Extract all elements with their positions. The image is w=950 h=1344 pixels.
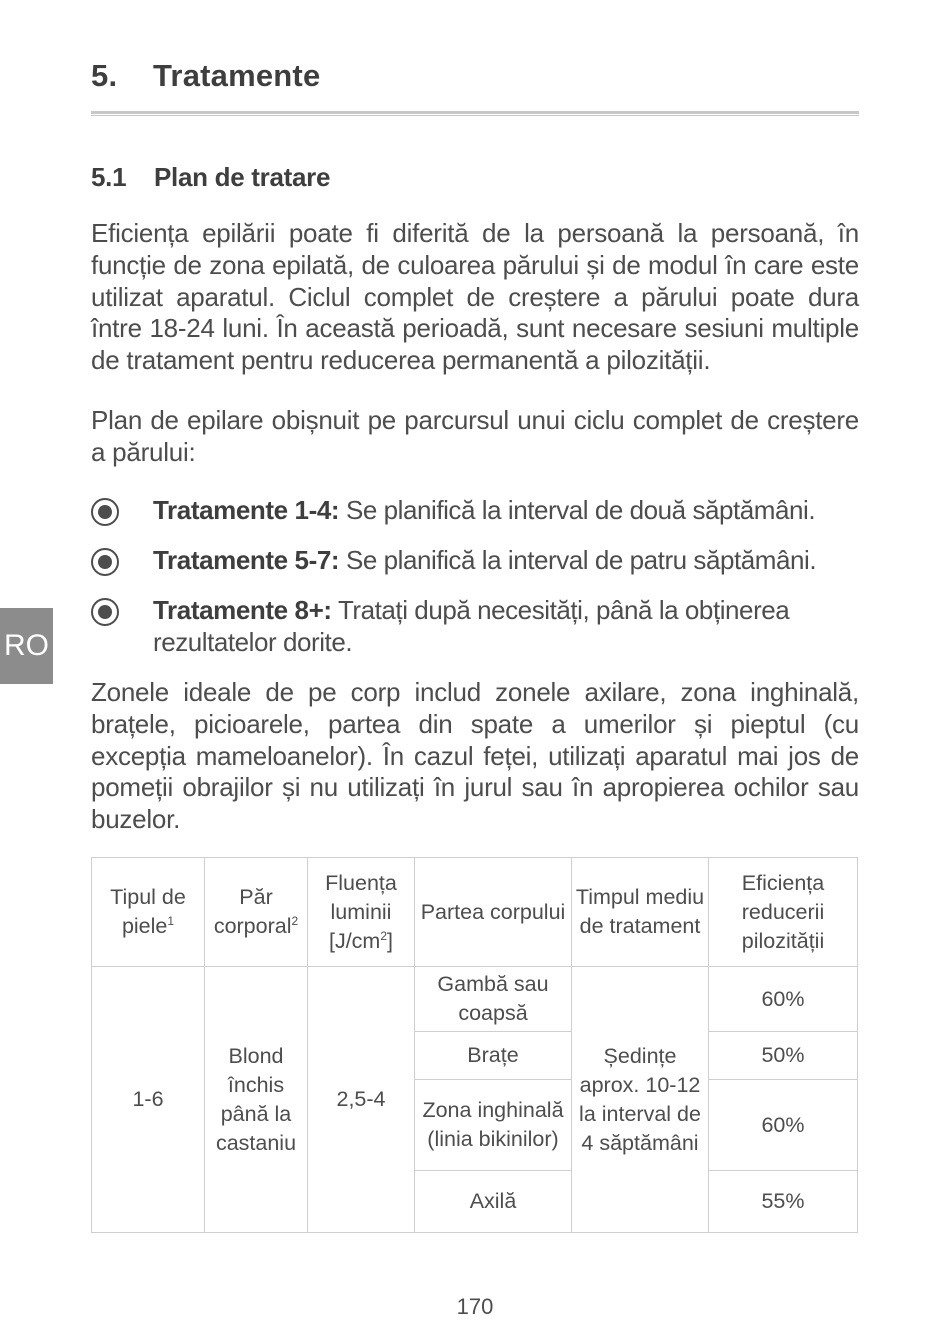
cell-body-part: Gambă sau coapsă: [415, 967, 572, 1032]
cell-efficiency: 60%: [709, 967, 858, 1032]
bullet-label: Tratamente 8+:: [153, 595, 332, 625]
header-fluence: Fluența luminii $[J/cm^2]$: [308, 858, 415, 967]
cell-efficiency: 50%: [709, 1032, 858, 1080]
bullet-label: Tratamente 5-7:: [153, 545, 340, 575]
header-body-part: Partea corpului: [415, 858, 572, 967]
header-hair: Păr corporal$^2$: [205, 858, 308, 967]
subsection-title: Plan de tratare: [154, 162, 331, 192]
body-zones-paragraph: Zonele ideale de pe corp includ zonele axilare, zona inghinală, brațele, picioarele, partea din spate a umerilor și pieptul (cu excepția mameloanelor). În cazul feței, utilizați aparatul mai jos de pomeții obrajilor și nu utilizați în jurul sau în apropierea ochilor sau buzelor.: [91, 677, 859, 835]
cell-time: Ședințe aprox. 10-12 la interval de 4 săptămâni: [572, 967, 709, 1233]
subsection-number: 5.1: [91, 162, 127, 192]
radio-bullet-icon: [91, 598, 119, 626]
subsection-heading: [91, 162, 330, 193]
table-header-row: [92, 858, 858, 967]
cell-body-part: Axilă: [415, 1171, 572, 1233]
radio-bullet-icon: [91, 548, 119, 576]
language-tab: RO: [0, 608, 53, 684]
bullet-text: Se planifică la interval de două săptămâni.: [339, 495, 816, 525]
radio-bullet-icon: [91, 498, 119, 526]
section-title: Tratamente: [153, 58, 321, 93]
cell-hair: Blond închis până la castaniu: [205, 967, 308, 1233]
section-heading: [91, 58, 320, 94]
heading-divider: [91, 111, 859, 116]
intro-paragraph: Eficiența epilării poate fi diferită de la persoană la persoană, în funcție de zona epilată, de culoarea părului și de modul în care este utilizat aparatul. Ciclul complet de creștere a părului poate dura între 18-24 luni. În această perioadă, sunt necesare sesiuni multiple de tratament pentru reducerea permanentă a pilozității.: [91, 218, 859, 376]
cell-efficiency: 60%: [709, 1080, 858, 1171]
bullet-text: Tratați după necesități, până la obținerea rezultatelor dorite.: [153, 595, 790, 657]
header-time: Timpul mediu de tratament: [572, 858, 709, 967]
page-number: 170: [456, 1294, 494, 1319]
table-row: [92, 967, 858, 1032]
cell-efficiency: 55%: [709, 1171, 858, 1233]
bullet-text: Se planifică la interval de patru săptămâni.: [339, 545, 817, 575]
cell-body-part: Brațe: [415, 1032, 572, 1080]
section-number: 5.: [91, 58, 118, 93]
bullet-label: Tratamente 1-4:: [153, 495, 340, 525]
header-efficiency: Eficiența reducerii pilozității: [709, 858, 858, 967]
cell-fluence: 2,5-4: [308, 967, 415, 1233]
cell-skin-type: 1-6: [92, 967, 205, 1233]
cell-body-part: Zona inghinală (linia bikinilor): [415, 1080, 572, 1171]
plan-paragraph: Plan de epilare obișnuit pe parcursul unui ciclu complet de creștere a părului:: [91, 405, 859, 467]
header-skin-type: Tipul de piele$^1$: [92, 858, 205, 967]
treatment-table: [91, 857, 858, 1233]
